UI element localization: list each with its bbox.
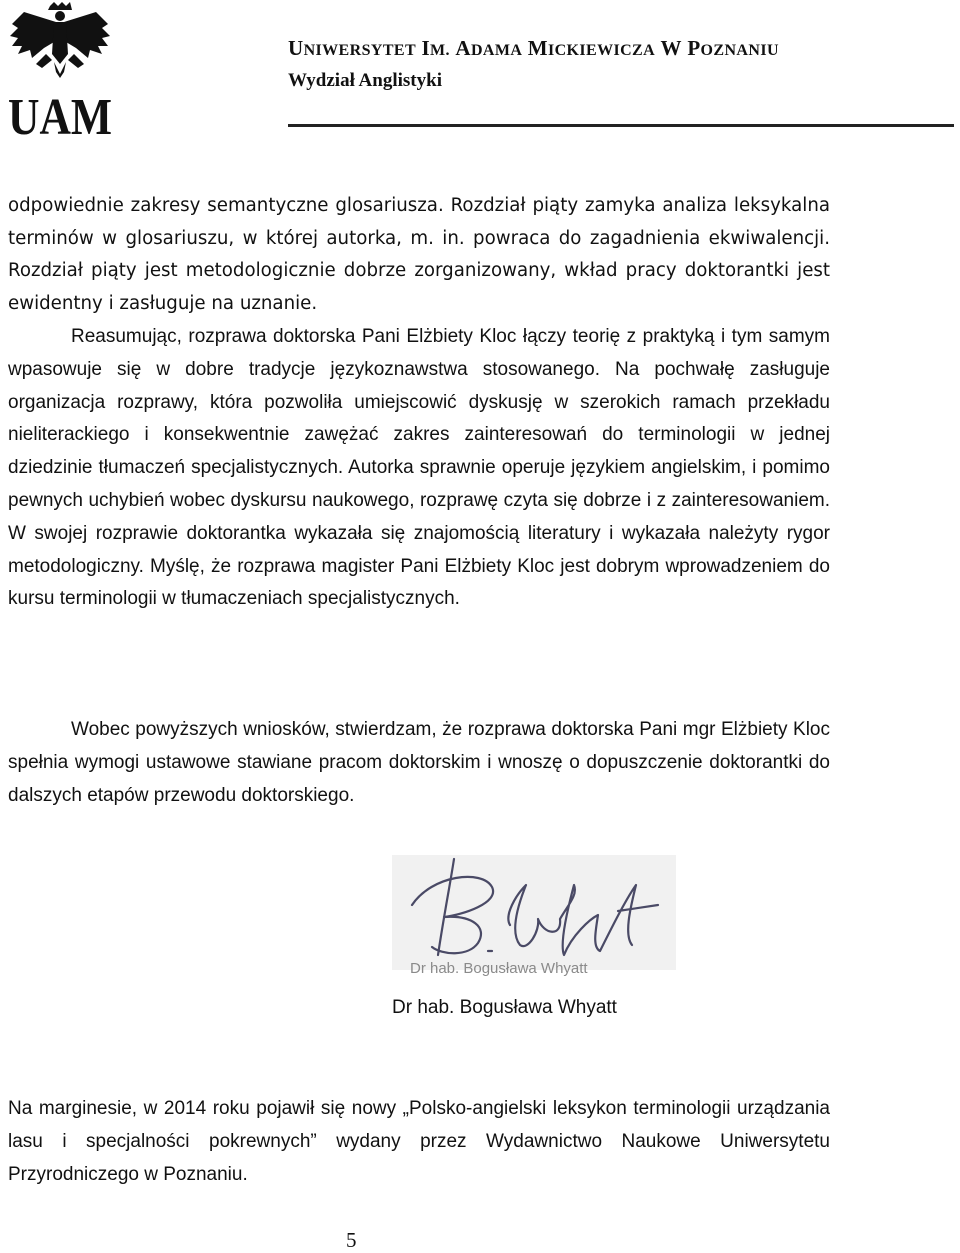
paragraph-2-text: Reasumując, rozprawa doktorska Pani Elżbiety Kloc łączy teorię z praktyką i tym samym wpasowuje się w dobre tradycje językoznawstwa stosowanego. Na pochwałę zasługuje organizacja rozprawy, która pozwoliła umiejscowić dyskusję w szerokich ramach przekładu nieliterackiego i konsekwentnie zawężać zakres zainteresowań do terminologii w jednej dziedzinie tłumaczeń specjalistycznych. Autorka sprawnie operuje językiem angielskim, i pomimo pewnych uchybień wobec dyskursu naukowego, rozprawę czyta się dobrze i z zainteresowaniem. W swojej rozprawie doktorantka wykazała się znajomością literatury i wykazała należyty rygor metodologiczny. Myślę, że rozprawa magister Pani Elżbiety Kloc jest dobrym wprowadzeniem do kursu terminologii w tłumaczeniach specjalistycznych. bbox=[8, 326, 830, 610]
signature-stamp-text: Dr hab. Bogusława Whyatt bbox=[410, 960, 588, 977]
signer-name: Dr hab. Bogusława Whyatt bbox=[392, 997, 617, 1018]
university-logo bbox=[6, 2, 114, 146]
university-name: UNIWERSYTET IM. ADAMA MICKIEWICZA W POZNANIU bbox=[288, 36, 779, 60]
paragraph-3-text: Wobec powyższych wniosków, stwierdzam, że rozprawa doktorska Pani mgr Elżbiety Kloc spełnia wymogi ustawowe stawiane pracom doktorskim i wnoszę o dopuszczenie doktorantki do dalszych etapów przewodu doktorskiego. bbox=[8, 719, 830, 806]
header-divider bbox=[288, 124, 954, 127]
paragraph-1: odpowiednie zakresy semantyczne glosariusza. Rozdział piąty zamyka analiza leksykalna terminów w glosariuszu, w której autorka, m. in. powraca do zagadnienia ekwiwalencji. Rozdział piąty jest metodologicznie dobrze zorganizowany, wkład pracy doktorantki jest ewidentny i zasługuje na uznanie. bbox=[8, 195, 830, 315]
signature-image bbox=[392, 855, 676, 977]
eagle-emblem bbox=[10, 2, 110, 78]
paragraph-4: Na marginesie, w 2014 roku pojawił się nowy „Polsko-angielski leksykon terminologii urządzania lasu i specjalności pokrewnych” wydany przez Wydawnictwo Naukowe Uniwersytetu Przyrodniczego w Poznaniu. bbox=[8, 1098, 830, 1185]
department-name: Wydział Anglistyki bbox=[288, 70, 442, 91]
logo-text: UAM bbox=[8, 89, 112, 146]
paragraph-3 bbox=[8, 714, 830, 812]
page-number: 5 bbox=[346, 1228, 357, 1252]
paragraph-2 bbox=[8, 321, 830, 616]
